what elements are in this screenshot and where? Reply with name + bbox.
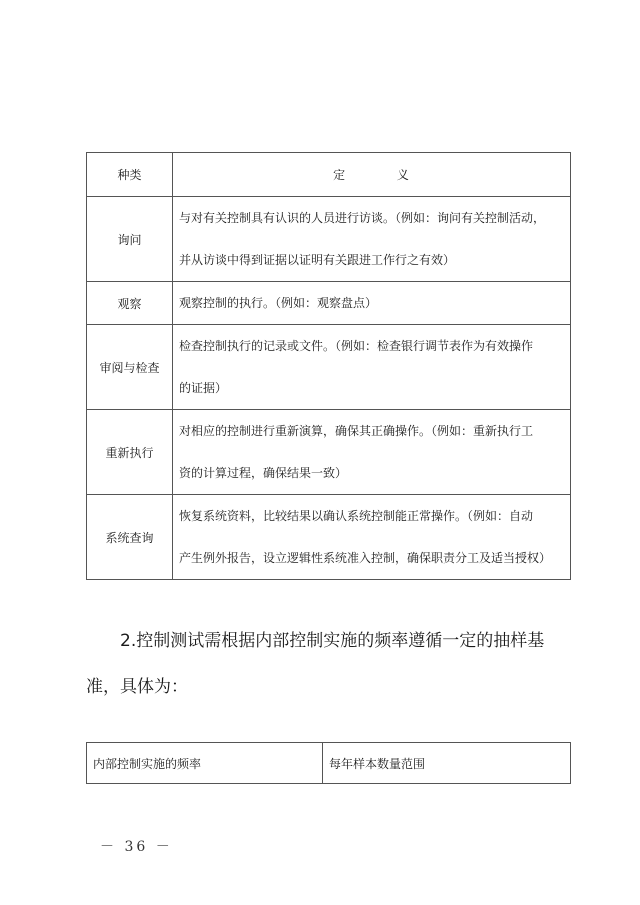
header-kind: 种类	[87, 153, 173, 197]
row-definition	[173, 282, 571, 325]
row-kind: 系统查询	[87, 495, 173, 580]
definition-line: 与对有关控制具有认识的人员进行访谈。（例如：询问有关控制活动，	[179, 211, 546, 225]
header-frequency: 内部控制实施的频率	[87, 743, 323, 784]
table-row	[87, 495, 571, 580]
row-definition	[173, 197, 571, 282]
definition-line: 观察控制的执行。（例如：观察盘点）	[179, 296, 378, 310]
definition-line: 检查控制执行的记录或文件。（例如：检查银行调节表作为有效操作	[179, 339, 534, 353]
sampling-paragraph	[86, 618, 572, 710]
row-kind: 观察	[87, 282, 173, 325]
definition-line: 并从访谈中得到证据以证明有关跟进工作行之有效）	[179, 253, 456, 267]
row-definition	[173, 325, 571, 410]
control-test-methods-table	[86, 152, 571, 580]
row-definition	[173, 410, 571, 495]
table-header-row	[87, 153, 571, 197]
table-row	[87, 197, 571, 282]
header-definition: 定 义	[173, 153, 571, 197]
header-sample-range: 每年样本数量范围	[323, 743, 571, 784]
row-kind: 审阅与检查	[87, 325, 173, 410]
table-header-row	[87, 743, 571, 784]
definition-line: 对相应的控制进行重新演算，确保其正确操作。（例如：重新执行工	[179, 424, 534, 438]
table-row	[87, 282, 571, 325]
definition-line: 资的计算过程，确保结果一致）	[179, 466, 348, 480]
paragraph-line: 2.控制测试需根据内部控制实施的频率遵循一定的抽样基	[120, 631, 545, 651]
row-kind: 询问	[87, 197, 173, 282]
definition-line: 恢复系统资料，比较结果以确认系统控制能正常操作。（例如：自动	[179, 509, 534, 523]
page-number: － 36 －	[100, 839, 173, 855]
paragraph-line: 准，具体为：	[86, 677, 188, 697]
table-row	[87, 325, 571, 410]
row-kind: 重新执行	[87, 410, 173, 495]
definition-line: 产生例外报告，设立逻辑性系统准入控制，确保职责分工及适当授权）	[179, 551, 552, 565]
row-definition	[173, 495, 571, 580]
table-row	[87, 410, 571, 495]
sampling-frequency-table	[86, 742, 571, 784]
definition-line: 的证据）	[179, 381, 228, 395]
